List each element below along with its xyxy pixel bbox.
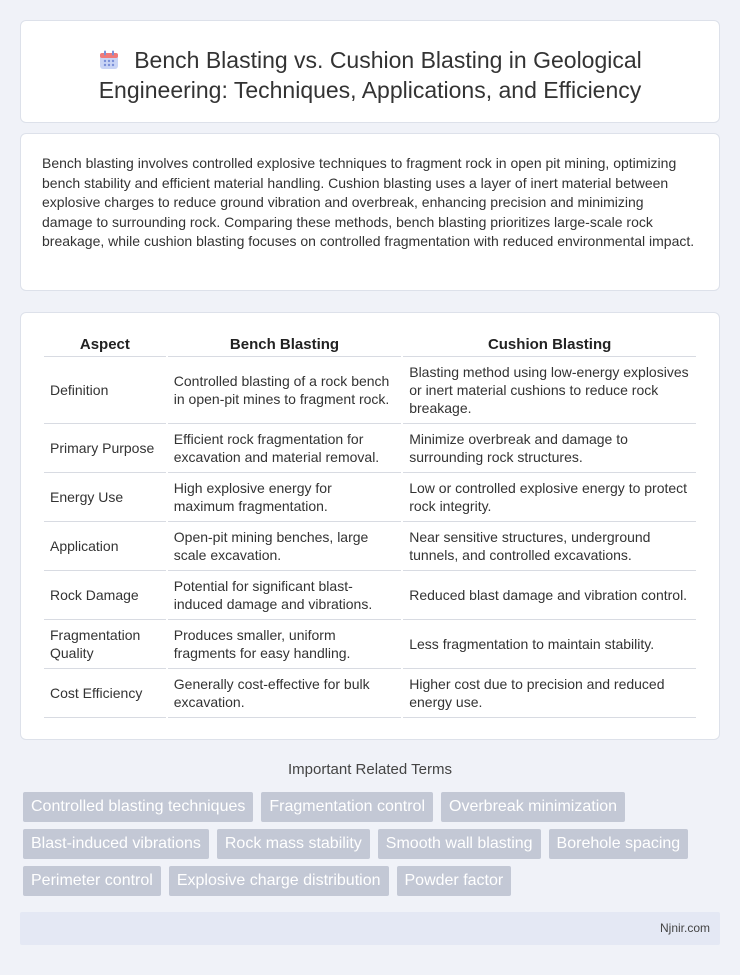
comparison-card: [20, 312, 720, 740]
bench-cell: Generally cost-effective for bulk excavation.: [168, 669, 401, 718]
table-row: [44, 473, 696, 522]
header-aspect: Aspect: [44, 333, 166, 357]
aspect-cell: Application: [44, 522, 166, 571]
bench-cell: Efficient rock fragmentation for excavation and material removal.: [168, 424, 401, 473]
tag-rock-mass-stability[interactable]: Rock mass stability: [217, 829, 370, 859]
tag-perimeter-control[interactable]: Perimeter control: [23, 866, 161, 896]
table-row: [44, 424, 696, 473]
calendar-icon: [98, 48, 120, 70]
footer-brand[interactable]: Njnir.com: [659, 921, 710, 935]
cushion-cell: Reduced blast damage and vibration control.: [403, 571, 696, 620]
tag-smooth-wall-blasting[interactable]: Smooth wall blasting: [378, 829, 541, 859]
tag-explosive-charge-distribution[interactable]: Explosive charge distribution: [169, 866, 389, 896]
intro-card: [20, 133, 720, 291]
related-terms-list: [23, 792, 723, 903]
bench-cell: Open-pit mining benches, large scale excavation.: [168, 522, 401, 571]
header-cushion-blasting: Cushion Blasting: [403, 333, 696, 357]
bench-cell: High explosive energy for maximum fragmentation.: [168, 473, 401, 522]
cushion-cell: Low or controlled explosive energy to protect rock integrity.: [403, 473, 696, 522]
table-row: [44, 620, 696, 669]
tag-row: [23, 792, 723, 822]
cushion-cell: Near sensitive structures, underground tunnels, and controlled excavations.: [403, 522, 696, 571]
header-bench-blasting: Bench Blasting: [168, 333, 401, 357]
table-row: [44, 669, 696, 718]
page-title-text: Bench Blasting vs. Cushion Blasting in Geological Engineering: Techniques, Applications, and Efficiency: [98, 47, 642, 103]
aspect-cell: Definition: [44, 357, 166, 424]
tag-borehole-spacing[interactable]: Borehole spacing: [549, 829, 689, 859]
cushion-cell: Less fragmentation to maintain stability.: [403, 620, 696, 669]
table-row: [44, 357, 696, 424]
aspect-cell: Cost Efficiency: [44, 669, 166, 718]
cushion-cell: Higher cost due to precision and reduced energy use.: [403, 669, 696, 718]
table-header-row: [44, 333, 696, 357]
table-row: [44, 522, 696, 571]
aspect-cell: Energy Use: [44, 473, 166, 522]
title-card: [20, 20, 720, 123]
cushion-cell: Minimize overbreak and damage to surrounding rock structures.: [403, 424, 696, 473]
tag-overbreak-minimization[interactable]: Overbreak minimization: [441, 792, 625, 822]
aspect-cell: Rock Damage: [44, 571, 166, 620]
tag-blast-induced-vibrations[interactable]: Blast-induced vibrations: [23, 829, 209, 859]
footer: [20, 912, 720, 945]
page-title: [51, 45, 689, 105]
tag-row: [23, 829, 723, 859]
tag-row: [23, 866, 723, 896]
tag-powder-factor[interactable]: Powder factor: [397, 866, 512, 896]
table-row: [44, 571, 696, 620]
bench-cell: Controlled blasting of a rock bench in open-pit mines to fragment rock.: [168, 357, 401, 424]
aspect-cell: Fragmentation Quality: [44, 620, 166, 669]
bench-cell: Produces smaller, uniform fragments for easy handling.: [168, 620, 401, 669]
bench-cell: Potential for significant blast-induced damage and vibrations.: [168, 571, 401, 620]
intro-text: Bench blasting involves controlled explosive techniques to fragment rock in open pit mining, optimizing bench stability and efficient material handling. Cushion blasting uses a layer of inert material between explosive charges to reduce ground vibration and overbreak, enhancing precision and minimizing damage to surrounding rock. Comparing these methods, bench blasting prioritizes large-scale rock breakage, while cushion blasting focuses on controlled fragmentation with reduced environmental impact.: [42, 155, 695, 249]
comparison-table: [42, 333, 698, 718]
related-terms-heading: Important Related Terms: [288, 761, 452, 778]
tag-fragmentation-control[interactable]: Fragmentation control: [261, 792, 433, 822]
cushion-cell: Blasting method using low-energy explosives or inert material cushions to reduce rock breakage.: [403, 357, 696, 424]
tag-controlled-blasting-techniques[interactable]: Controlled blasting techniques: [23, 792, 253, 822]
aspect-cell: Primary Purpose: [44, 424, 166, 473]
